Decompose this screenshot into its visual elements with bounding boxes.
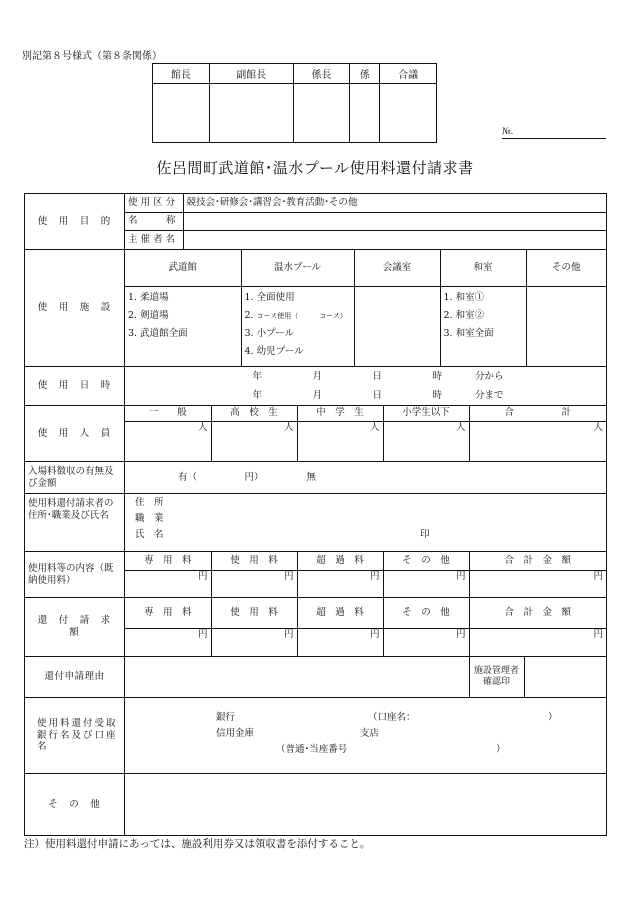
usage-category-value[interactable]: 競技会･研修会･講習会･教育活動･その他 <box>183 194 606 212</box>
option-small-pool[interactable]: 3. 小プール <box>244 327 295 339</box>
stamp-box[interactable] <box>380 84 437 143</box>
admission-no[interactable]: 無 <box>306 471 317 483</box>
refund-col-excess: 超 過 料 <box>297 598 383 628</box>
refund-form-table <box>24 193 607 836</box>
people-col-elementary: 小学生以下 <box>383 406 469 421</box>
bank-field[interactable] <box>125 698 607 774</box>
paid-label: 使用料等の内容（既納使用料） <box>25 552 125 598</box>
event-name-field[interactable] <box>183 212 606 230</box>
facility-col-pool: 温水プール <box>241 250 354 286</box>
applicant-name-label: 氏 名 <box>135 529 164 540</box>
option-pool-course-number: 2. <box>244 309 257 321</box>
manager-confirm-stamp[interactable] <box>524 657 606 697</box>
other-label: そ の 他 <box>25 774 125 836</box>
approval-header: 係長 <box>293 64 350 84</box>
seal-mark: 印 <box>420 529 430 540</box>
end-hour-unit: 時 <box>432 389 442 401</box>
paid-col-total: 合 計 金 額 <box>469 552 606 570</box>
option-pool-course[interactable] <box>245 307 351 325</box>
people-elementary-field[interactable]: 人 <box>383 421 469 461</box>
people-col-total: 合 計 <box>469 406 606 421</box>
other-facility-options[interactable] <box>526 286 606 366</box>
paid-exclusive-field[interactable]: 円 <box>125 570 211 597</box>
option-kendo[interactable]: 2. 剣道場 <box>128 309 169 321</box>
reason-subtable <box>125 657 606 697</box>
end-day-unit: 日 <box>372 389 382 401</box>
usage-category-label: 使 用 区 分 <box>128 196 176 208</box>
people-col-general: 一 般 <box>148 407 187 419</box>
paid-col-excess: 超 過 料 <box>297 552 383 570</box>
reason-label: 還付申請理由 <box>25 657 125 698</box>
facility-col-washitsu: 和室 <box>440 250 526 286</box>
refund-subtable <box>125 598 606 656</box>
refund-usage-field[interactable]: 円 <box>211 628 297 656</box>
approval-header: 館長 <box>153 64 210 84</box>
credit-union-suffix: 信用金庫 <box>216 728 255 739</box>
option-washitsu-all[interactable]: 3. 和室全面 <box>443 327 494 339</box>
option-pool-full[interactable]: 1. 全面使用 <box>244 291 295 303</box>
paid-col-usage: 使 用 料 <box>211 552 297 570</box>
refund-col-exclusive: 専 用 料 <box>143 606 192 618</box>
facility-col-other: その他 <box>526 250 606 286</box>
end-minute-unit: 分まで <box>475 389 504 401</box>
option-judo[interactable]: 1. 柔道場 <box>128 291 169 303</box>
people-col-junior-high: 中 学 生 <box>297 406 383 421</box>
bank-label: 使用料還付受取銀行名及び口座名 <box>25 698 125 774</box>
start-hour-unit: 時 <box>432 370 442 382</box>
stamp-box[interactable] <box>209 84 293 143</box>
applicant-name-row <box>135 529 603 545</box>
purpose-subtable <box>125 194 606 249</box>
refund-label: 還 付 請 求 額 <box>25 598 125 657</box>
end-month-unit: 月 <box>312 389 322 401</box>
branch-suffix: 支店 <box>360 728 380 739</box>
account-type-label: （普通･当座番号 <box>276 744 348 755</box>
page-title: 佐呂間町武道館･温水プール使用料還付請求書 <box>156 159 474 177</box>
paid-excess-field[interactable]: 円 <box>297 570 383 597</box>
refund-total-field[interactable]: 円 <box>469 628 606 656</box>
start-minute-unit: 分から <box>475 370 504 382</box>
people-high-school-field[interactable]: 人 <box>211 421 297 461</box>
applicant-address-label: 住 所 <box>135 497 164 508</box>
facility-col-budokan: 武道館 <box>168 261 197 273</box>
budokan-options[interactable] <box>125 286 241 366</box>
paid-total-field[interactable]: 円 <box>469 570 606 597</box>
washitsu-options[interactable] <box>440 286 526 366</box>
organizer-field[interactable] <box>183 230 606 249</box>
start-month-unit: 月 <box>312 370 322 382</box>
approval-header: 係 <box>350 64 380 84</box>
option-washitsu-2[interactable]: 2. 和室② <box>443 309 485 321</box>
account-name-close: ） <box>548 712 558 723</box>
approval-header: 副館長 <box>209 64 293 84</box>
stamp-box[interactable] <box>293 84 350 143</box>
datetime-label: 使 用 日 時 <box>25 367 125 406</box>
option-kids-pool[interactable]: 4. 幼児プール <box>244 345 304 357</box>
account-type-close: ） <box>496 744 506 755</box>
stamp-box[interactable] <box>153 84 210 143</box>
option-pool-course-text: コース使用（ コース） <box>256 311 347 320</box>
account-name-label: （口座名： <box>368 712 416 723</box>
organizer-label: 主 催 者 名 <box>125 230 183 249</box>
document-number-field[interactable] <box>502 138 606 139</box>
refund-exclusive-field[interactable]: 円 <box>125 628 211 656</box>
paid-other-field[interactable]: 円 <box>383 570 469 597</box>
facility-col-meeting-room: 会議室 <box>354 250 440 286</box>
paid-col-exclusive: 専 用 料 <box>143 554 192 566</box>
applicant-label: 使用料還付請求者の住所･職業及び氏名 <box>25 494 125 552</box>
admission-field[interactable] <box>125 462 607 494</box>
facility-label: 使 用 施 設 <box>25 250 125 367</box>
pool-options[interactable] <box>241 286 354 366</box>
refund-excess-field[interactable]: 円 <box>297 628 383 656</box>
people-label: 使 用 人 員 <box>25 406 125 462</box>
meeting-room-options[interactable] <box>354 286 440 366</box>
paid-col-other: そ の 他 <box>383 552 469 570</box>
manager-confirm-label: 施設管理者確認印 <box>469 657 524 697</box>
approval-stamp-table <box>152 63 437 143</box>
option-washitsu-1[interactable]: 1. 和室① <box>443 291 485 303</box>
stamp-box[interactable] <box>350 84 380 143</box>
admission-label: 入場料徴収の有無及び金額 <box>25 462 125 494</box>
paid-usage-field[interactable]: 円 <box>211 570 297 597</box>
paid-subtable <box>125 552 606 597</box>
datetime-subtable[interactable] <box>125 367 606 405</box>
applicant-job-label: 職 業 <box>135 513 164 524</box>
purpose-label: 使 用 目 的 <box>25 194 125 250</box>
document-number-label: №. <box>502 127 514 137</box>
bank-suffix: 銀行 <box>216 712 236 723</box>
refund-col-other: そ の 他 <box>383 598 469 628</box>
footnote: 注）使用料還付申請にあっては、施設利用券又は領収書を添付すること。 <box>24 838 371 850</box>
refund-col-usage: 使 用 料 <box>211 598 297 628</box>
other-field[interactable] <box>125 774 607 836</box>
people-general-field[interactable]: 人 <box>125 421 211 461</box>
people-col-high-school: 高 校 生 <box>211 406 297 421</box>
approval-header: 合議 <box>380 64 437 84</box>
people-total-field[interactable]: 人 <box>469 421 606 461</box>
end-year-unit: 年 <box>252 389 262 401</box>
option-budokan-all[interactable]: 3. 武道館全面 <box>128 327 188 339</box>
form-reference: 別記第８号様式（第８条関係） <box>22 51 162 62</box>
facility-subtable <box>125 250 606 366</box>
start-year-unit: 年 <box>252 370 262 382</box>
people-junior-high-field[interactable]: 人 <box>297 421 383 461</box>
applicant-field[interactable] <box>125 494 607 552</box>
refund-col-total: 合 計 金 額 <box>469 598 606 628</box>
people-subtable <box>125 406 606 461</box>
start-day-unit: 日 <box>372 370 382 382</box>
reason-field[interactable] <box>125 657 469 697</box>
admission-yes[interactable]: 有（ 円） <box>178 471 264 483</box>
refund-other-field[interactable]: 円 <box>383 628 469 656</box>
event-name-label: 名 称 <box>125 212 183 230</box>
